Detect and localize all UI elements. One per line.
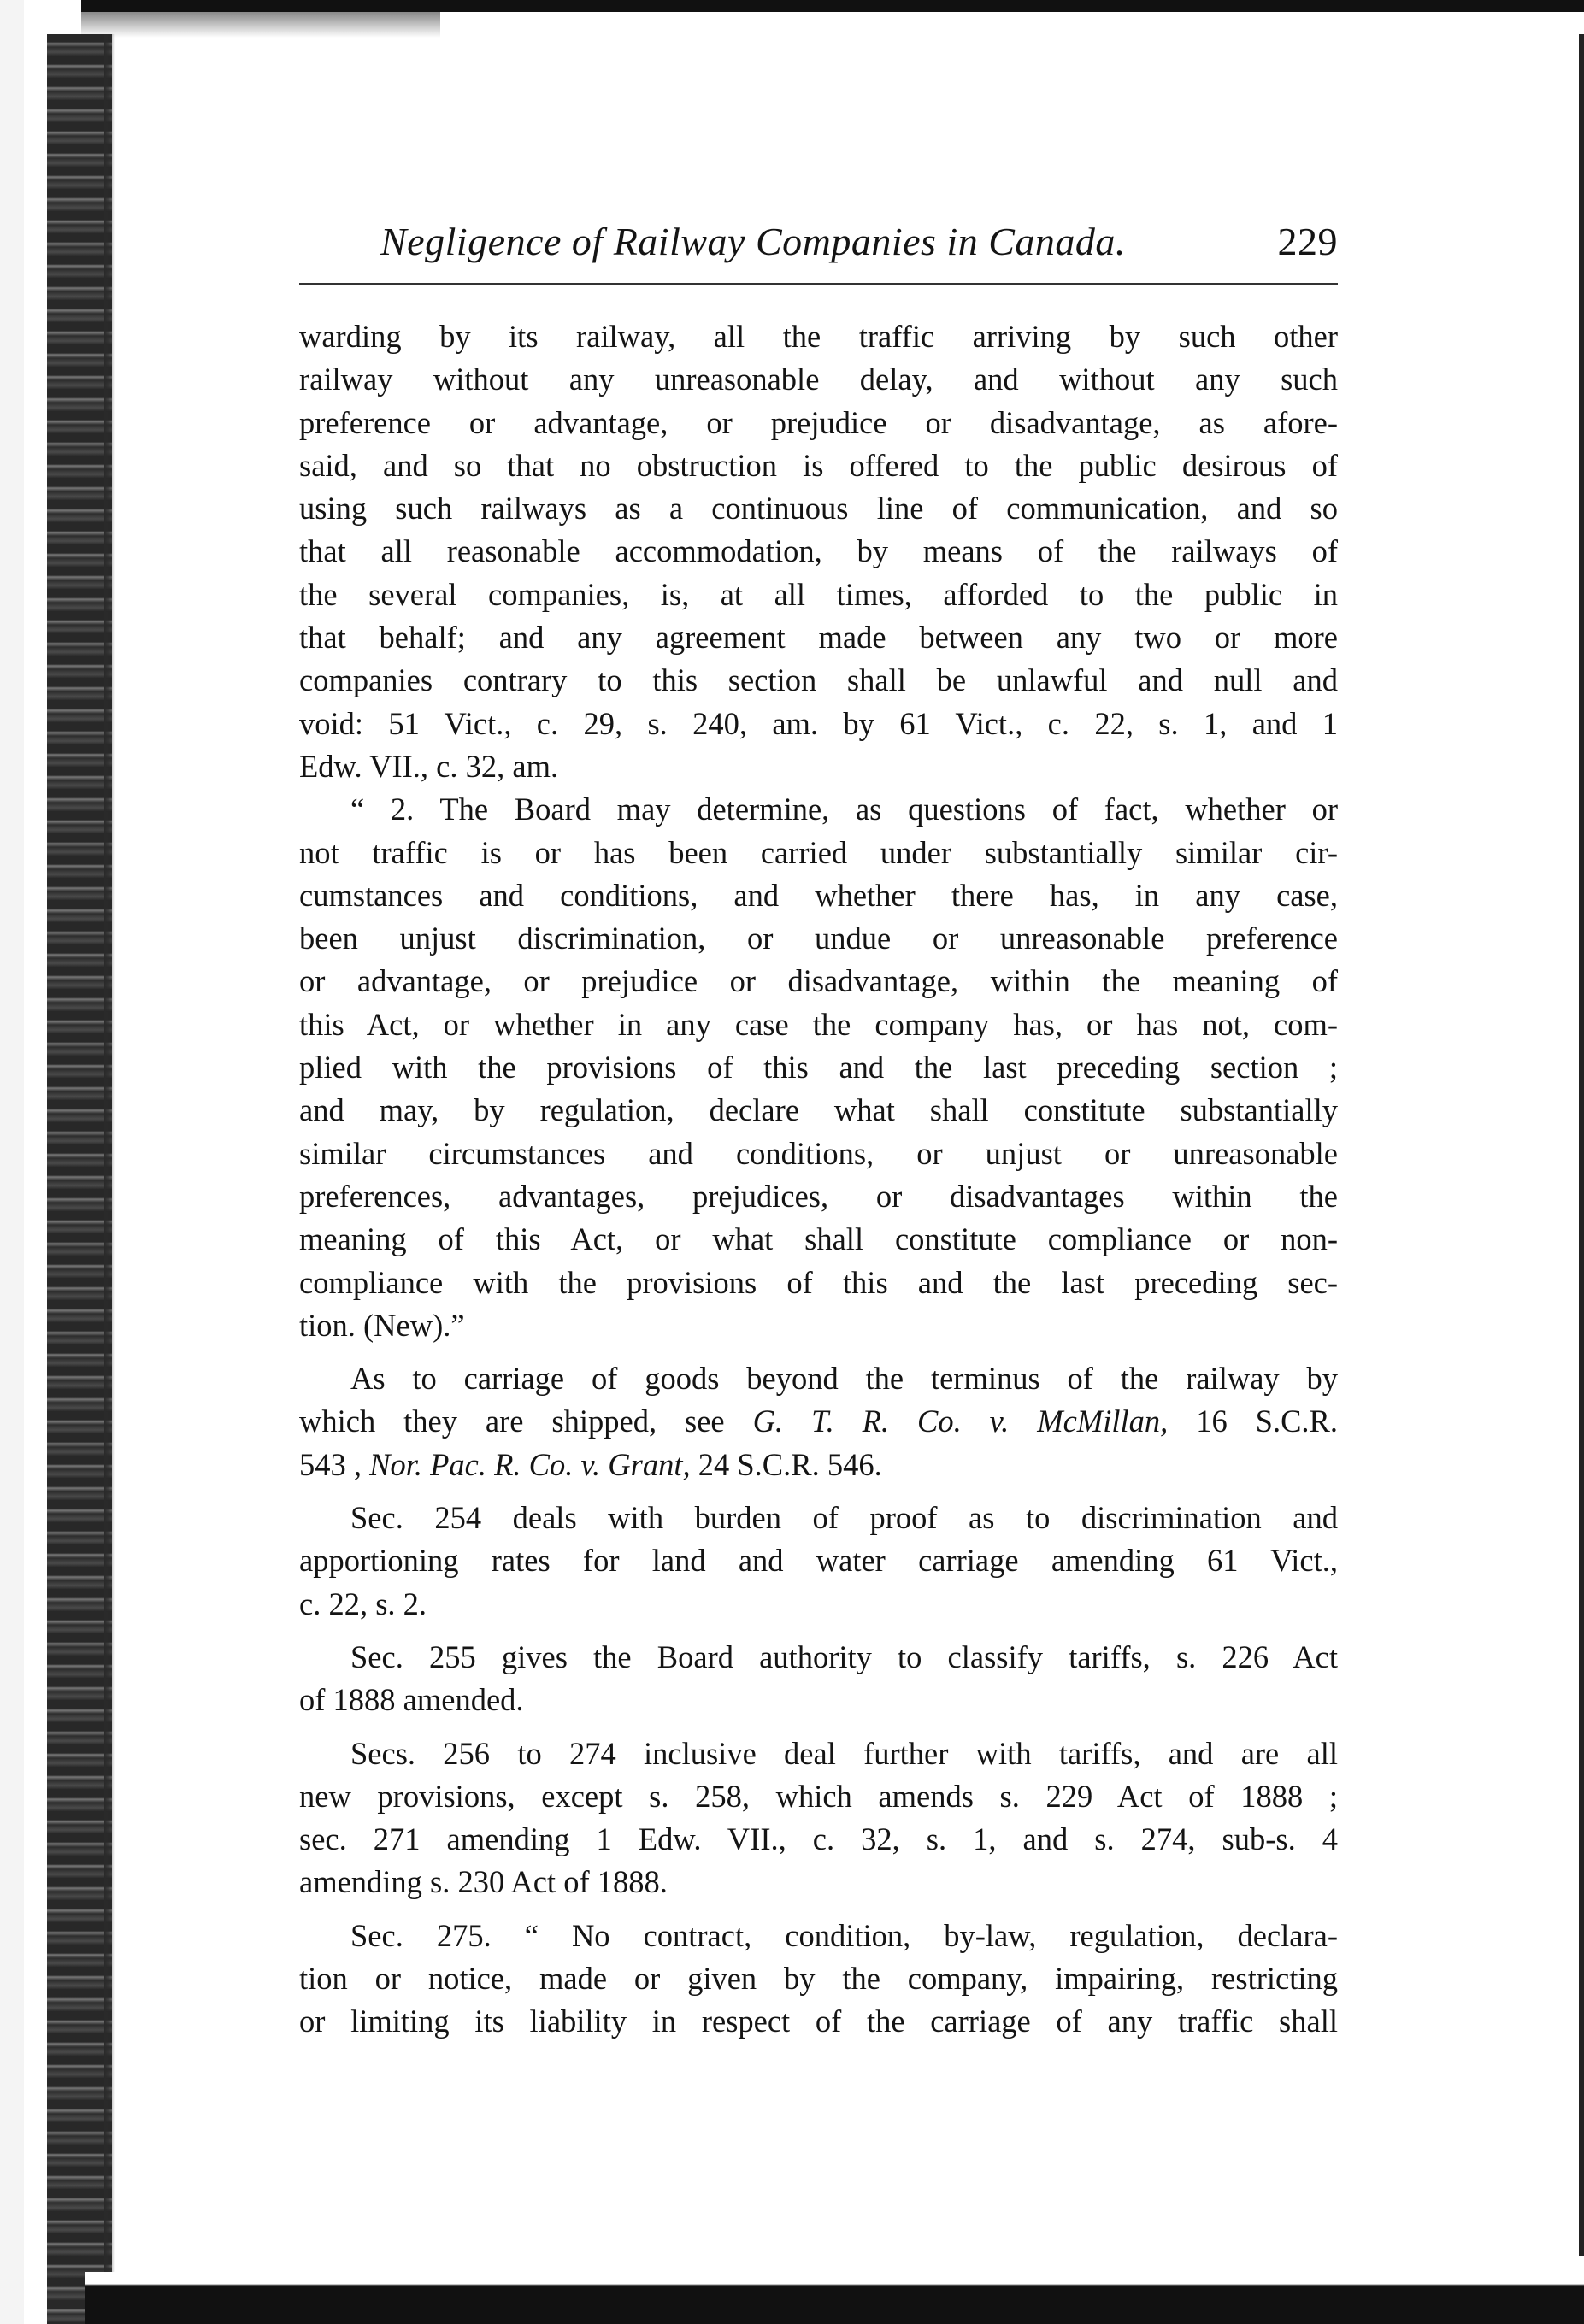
text-line: or limiting its liability in respect of the carriage of any traffic shall [299, 2003, 1338, 2039]
text-line [299, 1400, 1338, 1443]
text-line: Edw. VII., c. 32, am. [299, 748, 559, 784]
text-line: tion or notice, made or given by the company, impairing, restricting [299, 1960, 1338, 1996]
text-line: warding by its railway, all the traffic arriving by such other [299, 319, 1338, 354]
scan-right-border [1579, 34, 1584, 2256]
text-line: using such railways as a continuous line of communication, and so [299, 491, 1338, 527]
body-text [299, 315, 1338, 2044]
text-line: that all reasonable accommodation, by means of the railways of [299, 533, 1338, 569]
text-line: c. 22, s. 2. [299, 1586, 427, 1621]
text-line: been unjust discrimination, or undue or unreasonable preference [299, 921, 1338, 956]
text-fragment: which they are shipped, see [299, 1403, 753, 1439]
text-line: the several companies, is, at all times, afforded to the public in [299, 576, 1338, 612]
text-line: said, and so that no obstruction is offered to the public desirous of [299, 447, 1338, 483]
text-line: Sec. 255 gives the Board authority to classify tariffs, s. 226 Act [350, 1639, 1338, 1674]
text-line: and may, by regulation, declare what shall constitute substantially [299, 1092, 1338, 1128]
case-name: G. T. R. Co. v. McMillan, [752, 1403, 1169, 1439]
text-line: similar circumstances and conditions, or unjust or unreasonable [299, 1135, 1338, 1171]
text-line: sec. 271 amending 1 Edw. VII., c. 32, s. 1, and s. 274, sub-s. 4 [299, 1821, 1338, 1857]
scan-top-border [81, 0, 1584, 12]
text-line: companies contrary to this section shall be unlawful and null and [299, 662, 1338, 698]
scan-bottom-border [85, 2272, 1584, 2324]
text-line: “ 2. The Board may determine, as questions of fact, whether or [350, 791, 1338, 827]
text-line: or advantage, or prejudice or disadvantage, within the meaning of [299, 963, 1338, 999]
paragraph [299, 1497, 1338, 1626]
text-line: railway without any unreasonable delay, and without any such [299, 362, 1338, 397]
text-line: Sec. 275. “ No contract, condition, by-law, regulation, declara- [350, 1917, 1338, 1953]
text-line: not traffic is or has been carried under substantially similar cir- [299, 834, 1338, 870]
paragraph [299, 1636, 1338, 1722]
text-line: compliance with the provisions of this and the last preceding sec- [299, 1264, 1338, 1300]
case-name: Nor. Pac. R. Co. v. Grant, [369, 1446, 691, 1482]
text-line: plied with the provisions of this and the last preceding section ; [299, 1050, 1338, 1086]
text-line [299, 1444, 1338, 1486]
case-reference: 16 S.C.R. [1168, 1403, 1339, 1439]
text-line: cumstances and conditions, and whether there has, in any case, [299, 877, 1338, 913]
page-number: 229 [1277, 220, 1338, 263]
book-page [299, 218, 1338, 2044]
text-line: As to carriage of goods beyond the terminus of the railway by [350, 1361, 1338, 1397]
paragraph [299, 1915, 1338, 2044]
text-line: apportioning rates for land and water carriage amending 61 Vict., [299, 1543, 1338, 1579]
text-line: of 1888 amended. [299, 1682, 524, 1718]
paragraph [299, 788, 1338, 1347]
scan-top-smudge [81, 12, 440, 38]
text-line: amending s. 230 Act of 1888. [299, 1864, 668, 1900]
text-line: preference or advantage, or prejudice or disadvantage, as afore- [299, 404, 1338, 440]
scan-binding-edge [104, 34, 115, 2324]
header-rule [299, 283, 1338, 285]
text-line: void: 51 Vict., c. 29, s. 240, am. by 61 Vict., c. 22, s. 1, and 1 [299, 705, 1338, 741]
text-fragment: 543 , [299, 1446, 370, 1482]
text-line: Sec. 254 deals with burden of proof as to discrimination and [350, 1500, 1338, 1536]
paragraph [299, 315, 1338, 788]
text-line: preferences, advantages, prejudices, or disadvantages within the [299, 1178, 1338, 1214]
scan-binding-shadow [47, 34, 112, 2324]
text-line: tion. (New).” [299, 1307, 465, 1343]
case-reference: 24 S.C.R. 546. [690, 1446, 882, 1482]
text-line: Secs. 256 to 274 inclusive deal further with tariffs, and are all [350, 1735, 1338, 1771]
page-title: Negligence of Railway Companies in Canada. [380, 220, 1126, 263]
text-line: meaning of this Act, or what shall constitute compliance or non- [299, 1221, 1338, 1257]
text-line: new provisions, except s. 258, which amends s. 229 Act of 1888 ; [299, 1778, 1338, 1814]
scan-left-margin [0, 0, 24, 2324]
text-line: that behalf; and any agreement made between any two or more [299, 620, 1338, 656]
running-head [299, 218, 1338, 278]
text-line: this Act, or whether in any case the company has, or has not, com- [299, 1006, 1338, 1042]
paragraph [299, 1357, 1338, 1486]
paragraph [299, 1733, 1338, 1904]
